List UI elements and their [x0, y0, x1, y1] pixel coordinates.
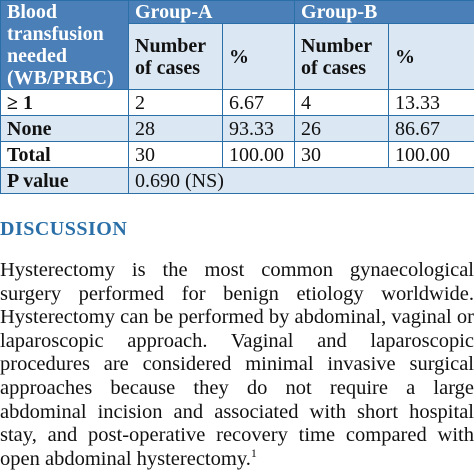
row-label: None	[1, 116, 129, 142]
row-label: ≥ 1	[1, 90, 129, 116]
paragraph-text: Hysterectomy is the most common gynaecological surgery performed for benign etiology worldwide. Hysterectomy can be performed by abdominal, vaginal or laparoscopic approach. Vaginal and laparoscopic procedures are considered minimal invasive surgical approaches because they do not require a large abdominal incision and associated with short hospital stay, and post-operative recovery time compared with open abdominal hysterectomy.	[0, 259, 474, 470]
group-a-cases: 30	[129, 142, 223, 168]
group-b-cases: 26	[295, 116, 389, 142]
table-row	[1, 168, 474, 194]
group-b-cases: 30	[295, 142, 389, 168]
row-label-header: Blood transfusion needed (WB/PRBC)	[1, 1, 129, 90]
group-b-cases-header: Number of cases	[295, 24, 389, 90]
transfusion-table	[0, 0, 474, 194]
row-label: Total	[1, 142, 129, 168]
group-b-header: Group-B	[295, 1, 474, 24]
group-b-pct: 13.33	[389, 90, 474, 116]
group-b-pct: 100.00	[389, 142, 474, 168]
group-a-pct: 100.00	[223, 142, 295, 168]
group-b-pct-header: %	[389, 24, 474, 90]
group-a-cases-header: Number of cases	[129, 24, 223, 90]
group-b-cases: 4	[295, 90, 389, 116]
citation-marker: 1	[250, 445, 257, 460]
group-a-cases: 2	[129, 90, 223, 116]
pvalue-value: 0.690 (NS)	[129, 168, 474, 194]
group-a-cases: 28	[129, 116, 223, 142]
table-row	[1, 90, 474, 116]
group-a-pct: 6.67	[223, 90, 295, 116]
section-heading: DISCUSSION	[0, 218, 128, 240]
table-row	[1, 142, 474, 168]
table-row	[1, 116, 474, 142]
discussion-paragraph	[0, 259, 474, 471]
group-a-header: Group-A	[129, 1, 295, 24]
group-a-pct-header: %	[223, 24, 295, 90]
group-b-pct: 86.67	[389, 116, 474, 142]
pvalue-label: P value	[1, 168, 129, 194]
group-a-pct: 93.33	[223, 116, 295, 142]
